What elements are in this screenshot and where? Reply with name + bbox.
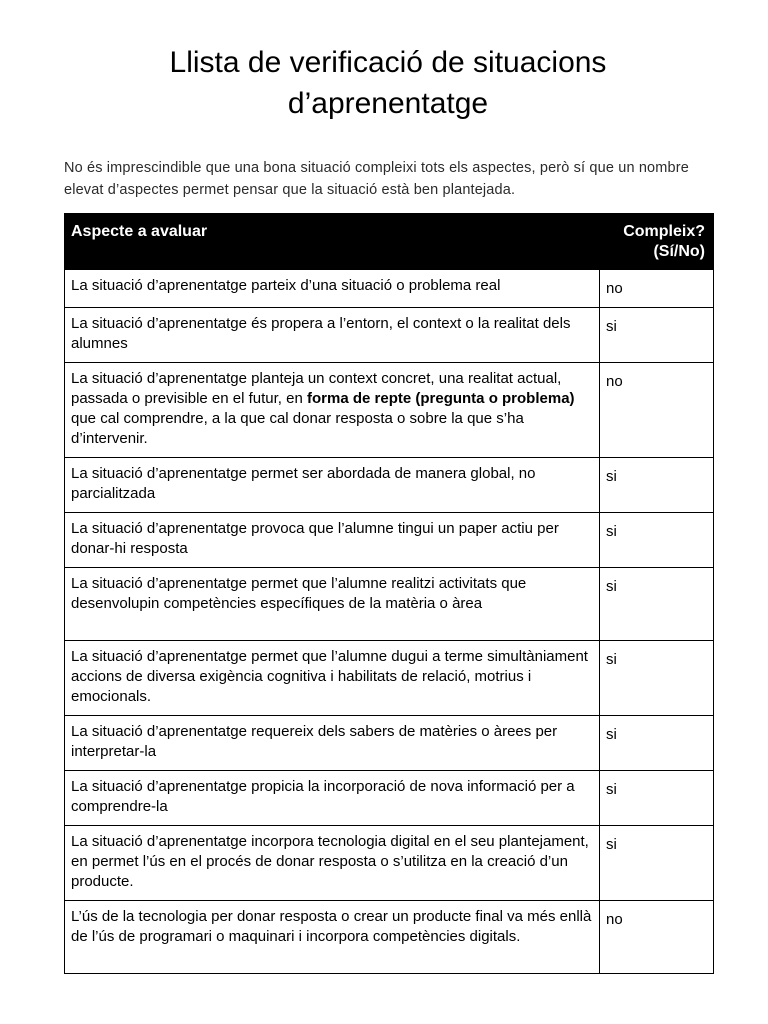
aspect-cell: La situació d’aprenentatge parteix d’una situació o problema real [65,270,600,308]
complies-cell: si [600,513,714,568]
complies-cell: si [600,308,714,363]
table-row [65,826,714,901]
table-row [65,270,714,308]
complies-cell: si [600,458,714,513]
complies-cell: si [600,716,714,771]
table-row [65,641,714,716]
complies-cell: si [600,826,714,901]
aspect-cell: La situació d’aprenentatge requereix dels sabers de matèries o àrees per interpretar-la [65,716,600,771]
table-row [65,901,714,974]
title-line-2: d’aprenentatge [287,87,489,120]
aspect-cell: La situació d’aprenentatge és propera a l’entorn, el context o la realitat dels alumnes [65,308,600,363]
aspect-cell [65,363,600,458]
aspect-cell: La situació d’aprenentatge permet que l’alumne realitzi activitats que desenvolupin competències específiques de la matèria o àrea [65,568,600,641]
aspect-cell: La situació d’aprenentatge propicia la incorporació de nova informació per a comprendre-la [65,771,600,826]
checklist-table [64,213,714,974]
table-row [65,716,714,771]
header-aspect: Aspecte a avaluar [65,214,600,270]
aspect-cell: La situació d’aprenentatge incorpora tecnologia digital en el seu plantejament, en permet l’ús en el procés de donar resposta o s’utilitza en la creació d’un producte. [65,826,600,901]
aspect-cell: L’ús de la tecnologia per donar resposta o crear un producte final va més enllà de l’ús de programari o maquinari i incorpora competències digitals. [65,901,600,974]
table-row [65,458,714,513]
complies-cell: si [600,771,714,826]
aspect-text-end: que cal comprendre, a la que cal donar resposta o sobre la que s’ha d’intervenir. [71,410,524,447]
complies-cell: no [600,901,714,974]
aspect-text-start: La situació d’aprenentatge planteja un context concret, una realitat actual, passada o previsible en el futur, en [71,370,562,407]
complies-cell: no [600,363,714,458]
header-complies [600,214,714,270]
intro-paragraph: No és imprescindible que una bona situació compleixi tots els aspectes, però sí que un nombre elevat d’aspectes permet pensar que la situació està ben plantejada. [64,160,689,198]
document-title [64,42,712,124]
header-complies-line-2: (Sí/No) [653,243,705,260]
aspect-text-bold: forma de repte (pregunta o problema) [307,390,575,407]
table-row [65,308,714,363]
complies-cell: si [600,568,714,641]
table-row [65,771,714,826]
table-row [65,568,714,641]
header-complies-line-1: Compleix? [623,223,705,240]
aspect-cell: La situació d’aprenentatge provoca que l’alumne tingui un paper actiu per donar-hi resposta [65,513,600,568]
table-header-row [65,214,714,270]
aspect-cell: La situació d’aprenentatge permet que l’alumne dugui a terme simultàniament accions de diversa exigència cognitiva i habilitats de relació, motrius i emocionals. [65,641,600,716]
table-row [65,513,714,568]
aspect-cell: La situació d’aprenentatge permet ser abordada de manera global, no parcialitzada [65,458,600,513]
title-line-1: Llista de verificació de situacions [169,46,607,79]
complies-cell: si [600,641,714,716]
complies-cell: no [600,270,714,308]
table-row [65,363,714,458]
